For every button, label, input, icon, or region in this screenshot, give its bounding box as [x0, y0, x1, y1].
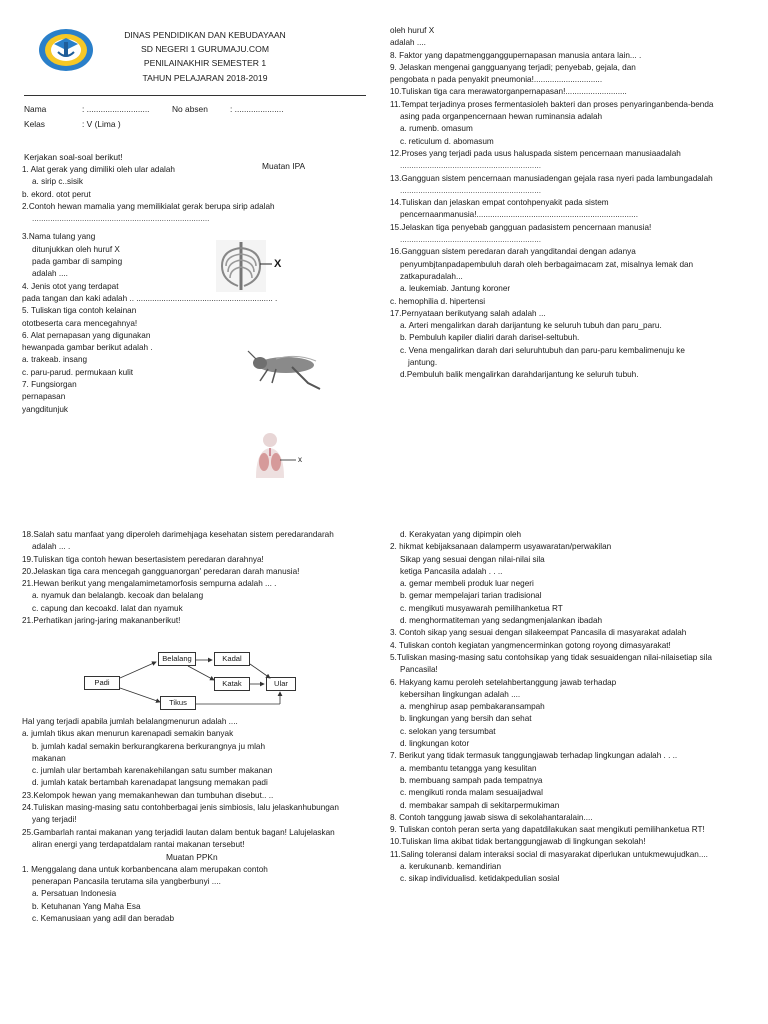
name-label: Nama — [24, 104, 47, 114]
respiratory-x-label: x — [298, 455, 302, 464]
q16-line2: penyumbjtanpadapembuluh darah oleh berbagaimacam zat, misalnya lemak dan — [400, 259, 694, 269]
ppkn-q7-option-a: a. membantu tetangga yang kesulitan — [400, 763, 537, 773]
ribcage-figure — [216, 240, 292, 292]
q21-options-cd: c. capung dan kecoakd. lalat dan nyamuk — [32, 603, 183, 613]
ppkn-q5: 5.Tuliskan masing-masing satu contohsikap yang tidak sesuaidengan nilai-nilaisetiap sila — [390, 652, 712, 662]
ppkn-q9: 9. Tuliskan contoh peran serta yang dapatdilakukan saat mengikuti pemilihanketua RT! — [390, 825, 705, 835]
q13-answer-line: .............................................................. — [400, 185, 542, 195]
q16: 16.Gangguan sistem peredaran darah yangditandai dengan adanya — [390, 247, 636, 257]
food-web-diagram — [84, 650, 296, 712]
q6: 6. Alat pernapasan yang digunakan — [22, 330, 151, 340]
q17: 17.Pernyataan berikutyang salah adalah ... — [390, 308, 546, 318]
absen-label: No absen — [172, 104, 208, 114]
q14: 14.Tuliskan dan jelaskan empat contohpenyakit pada sistem — [390, 198, 609, 208]
header-school: SD NEGERI 1 GURUMAJU.COM — [141, 44, 269, 55]
q13: 13.Gangguan sistem pencernaan manusiadengan gejala rasa nyeri pada lambungadalah — [390, 173, 713, 183]
ppkn-q7: 7. Berikut yang tidak termasuk tanggungjawab terhadap lingkungan adalah . . .. — [390, 751, 678, 761]
q11-options-cd: c. reticulum d. abomasum — [400, 136, 494, 146]
ppkn-q2: 2. hikmat kebijaksanaan dalamperm usyawaratan/perwakilan — [390, 542, 612, 552]
q18: 18.Salah satu manfaat yang diperoleh darimehjaga kesehatan sistem peredarandarah — [22, 530, 334, 539]
header-divider — [24, 95, 366, 96]
ppkn-q2-option-c: c. mengikuti musyawarah pemilihanketua RT — [400, 603, 563, 613]
page2-right — [390, 529, 762, 886]
ppkn-q5-line2: Pancasila! — [400, 665, 438, 675]
ppkn-q4: 4. Tuliskan contoh kegiatan yangmencerminkan gotong royong dimasyarakat! — [390, 640, 671, 650]
ppkn-q6-option-d: d. lingkungan kotor — [400, 739, 470, 749]
q3-line2: ditunjukkan oleh huruf X — [32, 244, 120, 254]
q19: 19.Tuliskan tiga contoh hewan besertasistem peredaran darahnya! — [22, 554, 264, 564]
q18-line2: adalah ... . — [32, 542, 71, 552]
node-kadal: Kadal — [214, 652, 250, 666]
q17-option-a: a. Arteri mengalirkan darah darijantung ke seluruh tubuh dan paru_paru. — [400, 321, 662, 331]
q7-cont-1: oleh huruf X — [390, 26, 435, 35]
q22: Hal yang terjadi apabila jumlah belalangmenurun adalah .... — [22, 717, 238, 726]
q17-option-d: d.Pembuluh balik mengalirkan darahdarijantung ke seluruh tubuh. — [400, 370, 639, 380]
q6-line2: hewanpada gambar berikut adalah . — [22, 343, 153, 353]
q22-option-d: d. jumlah katak bertambah karenadapat langsung memakan padi — [32, 778, 268, 788]
header-year: TAHUN PELAJARAN 2018-2019 — [142, 72, 268, 83]
q1: 1. Alat gerak yang dimiliki oleh ular adalah — [22, 165, 175, 174]
q14-line2: pencernaanmanusia!....................................................................... — [400, 210, 638, 220]
page2-left-bottom — [22, 716, 372, 925]
node-katak: Katak — [214, 677, 250, 691]
absen-field[interactable]: : ..................... — [230, 104, 284, 114]
q5: 5. Tuliskan tiga contoh kelainan — [22, 306, 137, 316]
grasshopper-figure — [246, 349, 326, 391]
q25: 25.Gambarlah rantai makanan yang terjadidi lautan dalam bentuk bagan! Lalujelaskan — [22, 827, 335, 837]
ppkn-q1-option-a: a. Persatuan Indonesia — [32, 889, 117, 899]
q1-options-ac: a. sirip c..sisik — [32, 177, 83, 187]
q11-line2: asing pada organpencernaan hewan ruminansia adalah — [400, 112, 603, 122]
class-label: Kelas — [24, 118, 45, 129]
q3-line3: pada gambar di samping — [32, 257, 123, 267]
ppkn-q1-option-d: d. Kerakyatan yang dipimpin oleh — [400, 530, 522, 539]
ppkn-q3: 3. Contoh sikap yang sesuai dengan silakeempat Pancasila di masyarakat adalah — [390, 628, 687, 638]
node-tikus: Tikus — [160, 696, 196, 710]
ppkn-q1-line2: penerapan Pancasila terutama sila yangberbunyi .... — [32, 877, 221, 887]
respiratory-figure — [252, 432, 308, 478]
q16-line3: zatkapuradalah... — [400, 271, 463, 281]
q24: 24.Tuliskan masing-masing satu contohberbagai jenis simbiosis, lalu jelaskanhubungan — [22, 803, 339, 813]
class-field: : V (Lima ) — [82, 118, 121, 129]
q17-option-b: b. Pembuluh kapiler dialiri darah darisel-seltubuh. — [400, 333, 580, 343]
q9-line2: pengobata n pada penyakit pneumonia!.............................. — [390, 75, 603, 85]
ppkn-q7-option-d: d. membakar sampah di sekitarpermukiman — [400, 800, 560, 810]
q4: 4. Jenis otot yang terdapat — [22, 281, 119, 291]
ribcage-x-label: X — [274, 258, 282, 270]
q12-answer-line: .............................................................. — [400, 161, 542, 171]
ppkn-q11-options-cd: c. sikap individualisd. ketidakpedulian sosial — [400, 874, 560, 884]
q21b: 21.Perhatikan jaring-jaring makananberikut! — [22, 616, 181, 626]
q24-line2: yang terjadi! — [32, 815, 77, 825]
q3: 3.Nama tulang yang — [22, 232, 96, 242]
ppkn-q1-option-b: b. Ketuhanan Yang Maha Esa — [32, 901, 141, 911]
q12: 12.Proses yang terjadi pada usus haluspada sistem pencernaan manusiaadalah — [390, 148, 681, 158]
q7-line2: pernapasan — [22, 392, 66, 402]
q1-options-bd: b. ekord. otot perut — [22, 189, 91, 199]
ppkn-q6-option-b: b. lingkungan yang bersih dan sehat — [400, 714, 532, 724]
ppkn-q7-option-b: b. membuang sampah pada tempatnya — [400, 775, 543, 785]
q20: 20.Jelaskan tiga cara mencegah gangguanorgan' peredaran darah manusia! — [22, 566, 300, 576]
node-padi: Padi — [84, 676, 120, 690]
ppkn-q2-option-d: d. menghormatiteman yang sedangmenjalankan ibadah — [400, 616, 603, 626]
q22-option-c: c. jumlah ular bertambah karenakehilangan satu sumber makanan — [32, 766, 273, 776]
node-ular: Ular — [266, 677, 296, 691]
ppkn-q8: 8. Contoh tanggung jawab siswa di sekolahantaralain.... — [390, 812, 593, 822]
ppkn-q6-option-a: a. menghirup asap pembakaransampah — [400, 702, 545, 712]
q5-line2: ototbeserta cara mencegahnya! — [22, 318, 138, 328]
q4-line2: pada tangan dan kaki adalah .. ............................................................ . — [22, 293, 278, 303]
q16-options-ab: a. leukemiab. Jantung koroner — [400, 284, 511, 294]
q2: 2.Contoh hewan mamalia yang memilikialat gerak berupa sirip adalah — [22, 201, 275, 211]
q11-options-ab: a. rumenb. omasum — [400, 124, 473, 134]
ppkn-q2-option-b: b. gemar mempelajari tarian tradisional — [400, 591, 542, 601]
node-belalang: Belalang — [158, 652, 196, 666]
ppkn-q1-option-c: c. Kemanusiaan yang adil dan beradab — [32, 914, 175, 924]
ppkn-q2-line3: ketiga Pancasila adalah . . .. — [400, 566, 503, 576]
q17-option-c: c. Vena mengalirkan darah dari seluruhtubuh dan paru-paru kembalimenuju ke — [400, 345, 685, 355]
q22-option-a: a. jumlah tikus akan menurun karenapadi semakin banyak — [22, 729, 234, 739]
q23: 23.Kelompok hewan yang memakanhewan dan tumbuhan disebut.. .. — [22, 790, 274, 800]
tut-wuri-handayani-logo — [38, 28, 94, 72]
section-title-ipa: Muatan IPA — [262, 161, 306, 171]
q22-option-b-cont: makanan — [32, 753, 66, 763]
ppkn-q1: 1. Menggalang dana untuk korbanbencana alam merupakan contoh — [22, 864, 268, 874]
ppkn-q7-option-c: c. mengikuti ronda malam sesuaijadwal — [400, 788, 543, 798]
q10: 10.Tuliskan tiga cara merawatorganpernapasan!........................... — [390, 87, 627, 97]
q15: 15.Jelaskan tiga penyebab gangguan padasistem pencernaan manusia! — [390, 222, 652, 232]
header-agency: DINAS PENDIDIKAN DAN KEBUDAYAAN — [124, 30, 286, 40]
ipa-left-column — [24, 151, 364, 164]
ppkn-q6: 6. Hakyang kamu peroleh setelahbertanggung jawab terhadap — [390, 677, 617, 687]
q17-option-c-cont: jantung. — [408, 358, 438, 368]
ppkn-q6-line2: kebersihan lingkungan adalah .... — [400, 689, 521, 699]
ipa-questions-right — [390, 25, 760, 382]
q21-options-ab: a. nyamuk dan belalangb. kecoak dan belalang — [32, 591, 204, 601]
q15-answer-line: .............................................................. — [400, 235, 542, 245]
q7-line3: yangditunjuk — [22, 404, 68, 414]
q25-line2: aliran energi yang terdapatdalam rantai makanan tersebut! — [32, 839, 245, 849]
ppkn-q6-option-c: c. selokan yang tersumbat — [400, 726, 496, 736]
name-field[interactable]: : ........................... — [82, 104, 150, 114]
q2-answer-line: .............................................................................. — [32, 214, 210, 224]
student-info — [24, 103, 284, 130]
instruction: Kerjakan soal-soal berikut! — [24, 152, 123, 162]
q9: 9. Jelaskan mengenai gangguanyang terjadi; penyebab, gejala, dan — [390, 62, 636, 72]
ppkn-q11-options-ab: a. kerukunanb. kemandirian — [400, 862, 502, 872]
ppkn-q2-line2: Sikap yang sesuai dengan nilai-nilai sila — [400, 554, 545, 564]
q7-cont-2: adalah .... — [390, 38, 426, 48]
q11: 11.Tempat terjadinya proses fermentasioleh bakteri dan proses penyaringanbenda-benda — [390, 99, 714, 109]
q7: 7. Fungsiorgan — [22, 380, 77, 390]
q8: 8. Faktor yang dapatmengganggupernapasan manusia antara lain... . — [390, 50, 642, 60]
header-exam: PENILAINAKHIR SEMESTER 1 — [143, 58, 267, 69]
ppkn-q2-option-a: a. gemar membeli produk luar negeri — [400, 579, 534, 589]
q3-line4: adalah .... — [32, 269, 68, 279]
q6-options-ab: a. trakeab. insang — [22, 355, 88, 365]
q22-option-b: b. jumlah kadal semakin berkurangkarena berkurangnya ju mlah — [32, 741, 266, 751]
q6-options-cd: c. paru-parud. permukaan kulit — [22, 367, 134, 377]
ppkn-q10: 10.Tuliskan lima akibat tidak bertanggungjawab di lingkungan sekolah! — [390, 837, 646, 847]
q21: 21.Hewan berikut yang mengalamimetamorfosis sempurna adalah ... . — [22, 579, 277, 589]
section-title-ppkn: Muatan PPKn — [166, 852, 218, 863]
document-header — [100, 28, 310, 85]
q16-options-cd: c. hemophilia d. hipertensi — [390, 296, 486, 306]
page2-left-top — [22, 529, 372, 627]
ppkn-q11: 11.Saling toleransi dalam interaksi social di masyarakat diperlukan untukmewujudkan.... — [390, 849, 708, 859]
